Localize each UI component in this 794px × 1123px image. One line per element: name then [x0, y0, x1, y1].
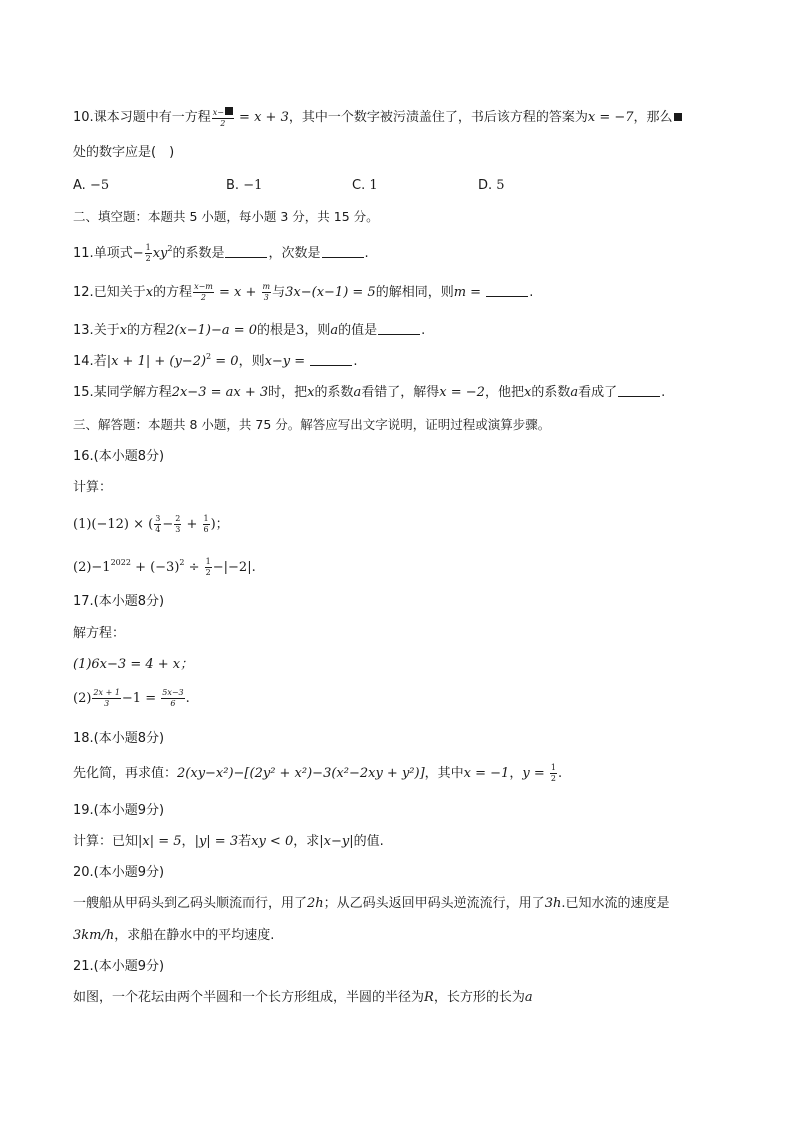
- q18-text-1: 先化简，再求值：: [73, 766, 178, 781]
- q20-text-4: ，求船在静水中的平均速度.: [114, 928, 275, 943]
- q14-line: [73, 354, 357, 370]
- q17-p2-start: (2): [73, 691, 92, 706]
- q13-end: .: [421, 323, 426, 338]
- q15-text-1: 某同学解方程: [93, 385, 172, 400]
- q17-heading: 17.(本小题8分): [73, 594, 165, 609]
- q19-expr-4: |x−y|: [319, 834, 354, 849]
- q19-heading: 19.(本小题9分): [73, 803, 165, 818]
- option-a-value: −5: [89, 178, 110, 193]
- q17-p2-mid: −1 =: [121, 691, 161, 706]
- q20-text-1: 一艘船从甲码头到乙码头顺流而行，用了: [73, 896, 308, 911]
- q16-frac1-num: 3: [155, 514, 161, 523]
- q19-text-2: ，: [181, 834, 195, 849]
- q11-exponent: 2: [167, 244, 173, 253]
- q19-text-1: 计算：已知: [73, 834, 139, 849]
- q16-minus: −: [162, 517, 174, 532]
- q12-frac2-denominator: 3: [263, 293, 269, 302]
- q13-text-3: 的根是: [257, 323, 297, 338]
- q10-number: 10.: [73, 110, 94, 125]
- q10-answer: x = −7: [587, 110, 634, 125]
- q18-x-value: x = −1: [463, 766, 510, 781]
- q12-fraction-1: [193, 283, 214, 302]
- q10-text-2: ，其中一个数字被污渍盖住了，书后该方程的答案为: [288, 110, 588, 125]
- q21-var-r: R: [424, 990, 434, 1005]
- q12-text-4: 与: [272, 285, 286, 300]
- q21-body: [73, 990, 533, 1006]
- q18-frac-den: 2: [550, 774, 556, 783]
- q15-text-6: 的系数: [531, 385, 571, 400]
- q16-p2-mid: + (−3): [130, 560, 180, 575]
- q17-frac-1: [92, 689, 120, 708]
- q16-frac1-den: 4: [155, 525, 161, 534]
- q15-var-x: x: [307, 385, 315, 400]
- q10-line1: [73, 107, 682, 128]
- q20-speed: 3km/h: [73, 928, 115, 943]
- q16-heading: 16.(本小题8分): [73, 449, 165, 464]
- q12-blank[interactable]: [486, 295, 528, 297]
- q11-blank-2[interactable]: [322, 256, 364, 258]
- q16-exponent-1: 2022: [110, 558, 131, 567]
- q15-solution: x = −2: [439, 385, 485, 400]
- q13-equation: 2(x−1)−a = 0: [166, 323, 258, 338]
- q16-frac3-den: 6: [203, 525, 209, 534]
- q19-text-5: 的值.: [353, 834, 384, 849]
- q10-option-c: [352, 178, 378, 193]
- q15-var-a-2: a: [570, 385, 579, 400]
- q10-option-b: [226, 178, 262, 193]
- q16-divide: ÷: [184, 560, 204, 575]
- q15-var-x-2: x: [523, 385, 532, 400]
- q12-text-5: 的解相同，则: [375, 285, 454, 300]
- q16-frac2-num: 2: [175, 514, 181, 523]
- q11-line: [73, 244, 369, 263]
- q16-frac-3: [203, 515, 210, 534]
- q10-frac-numerator: x−: [212, 108, 224, 117]
- q15-text-3: 的系数: [314, 385, 354, 400]
- q10-option-d: [478, 178, 505, 193]
- smudge-square-icon: [225, 107, 233, 115]
- q18-frac-num: 1: [550, 763, 556, 772]
- q12-text-2: 的方程: [153, 285, 193, 300]
- q15-end: .: [661, 385, 666, 400]
- q15-number: 15.: [73, 385, 94, 400]
- q12-m-label: m =: [453, 285, 486, 300]
- q12-equation-2: 3x−(x−1) = 5: [285, 285, 376, 300]
- q15-equation: 2x−3 = ax + 3: [171, 385, 269, 400]
- q16-plus: +: [182, 517, 202, 532]
- q16-intro: 计算：: [73, 480, 113, 495]
- q15-text-7: 看成了: [578, 385, 618, 400]
- q16-frac-2: [174, 515, 181, 534]
- q17-frac1-den: 3: [104, 699, 110, 708]
- q21-text-2: ，长方形的长为: [433, 990, 525, 1005]
- q21-text-1: 如图，一个花坛由两个半圆和一个长方形组成，半圆的半径为: [73, 990, 425, 1005]
- q13-number: 13.: [73, 323, 94, 338]
- option-c-label: C.: [352, 178, 370, 193]
- q13-blank[interactable]: [378, 333, 420, 335]
- section-2-heading: 二、填空题：本题共 5 小题，每小题 3 分，共 15 分。: [73, 209, 379, 224]
- q14-text-1: 若: [93, 354, 107, 369]
- q14-text-2: ，则: [238, 354, 265, 369]
- q16-frac2-den: 3: [175, 525, 181, 534]
- q12-text-1: 已知关于: [93, 285, 146, 300]
- q11-frac-numerator: 1: [145, 243, 151, 252]
- q11-monomial: xy: [152, 246, 168, 261]
- q16-p1-start: (1)(−12) × (: [73, 517, 154, 532]
- q17-p2-end: .: [185, 691, 190, 706]
- q12-number: 12.: [73, 285, 94, 300]
- q15-text-4: 看错了，解得: [361, 385, 440, 400]
- q20-line-1: [73, 896, 669, 912]
- q12-frac1-denominator: 2: [200, 293, 207, 302]
- q19-text-4: ，求: [293, 834, 320, 849]
- q21-var-a: a: [524, 990, 533, 1005]
- q12-frac2-numerator: m: [262, 282, 271, 291]
- q15-blank[interactable]: [618, 395, 660, 397]
- q12-equation-mid: = x +: [214, 285, 261, 300]
- q13-text-2: 的方程: [127, 323, 167, 338]
- q10-option-a: [73, 178, 109, 193]
- q21-heading: 21.(本小题9分): [73, 959, 165, 974]
- q13-var-a: a: [330, 323, 339, 338]
- q18-end: .: [557, 766, 563, 781]
- q16-frac-4: [205, 558, 212, 577]
- q14-expression: x−y =: [264, 354, 310, 369]
- q18-fraction: [550, 764, 557, 783]
- q13-line: [73, 323, 425, 339]
- q12-line: [73, 283, 533, 302]
- q16-p1-end: )；: [210, 517, 229, 532]
- q12-frac1-numerator: x−m: [194, 282, 213, 291]
- q14-end: .: [353, 354, 358, 369]
- q20-text-3: .已知水流的速度是: [561, 896, 670, 911]
- q19-body: [73, 834, 384, 850]
- q13-text-4: ，则: [304, 323, 331, 338]
- q14-exponent: 2: [206, 352, 212, 361]
- q16-frac-1: [154, 515, 161, 534]
- q13-text-5: 的值是: [338, 323, 378, 338]
- q17-frac2-den: 6: [170, 699, 176, 708]
- q16-frac4-den: 2: [205, 568, 211, 577]
- q12-fraction-2: [262, 283, 272, 302]
- q12-end: .: [529, 285, 534, 300]
- q16-p2-start: (2)−1: [73, 560, 111, 575]
- q13-text-1: 关于: [93, 323, 120, 338]
- q11-text-2: 的系数是: [172, 246, 225, 261]
- smudge-square-icon: [674, 113, 682, 121]
- q16-part-2: [73, 558, 256, 577]
- q20-text-2: ；从乙码头返回甲码头逆流流行，用了: [323, 896, 545, 911]
- q15-text-5: ，他把: [484, 385, 524, 400]
- q17-frac1-num: 2x + 1: [93, 688, 120, 697]
- q13-var-x: x: [119, 323, 128, 338]
- q17-part-1: (1)6x−3 = 4 + x；: [73, 657, 194, 672]
- q11-number: 11.: [73, 246, 94, 261]
- q18-expression: 2(xy−x²)−[(2y² + x²)−3(x²−2xy + y²)]: [177, 766, 425, 781]
- q19-expr-1: |x| = 5: [138, 834, 182, 849]
- q17-frac2-num: 5x−3: [162, 688, 184, 697]
- q15-var-a: a: [353, 385, 362, 400]
- q11-text-3: ，次数是: [268, 246, 321, 261]
- q10-fraction: [212, 107, 234, 128]
- q19-expr-3: xy < 0: [251, 834, 294, 849]
- q18-text-3: ，: [509, 766, 523, 781]
- option-b-label: B.: [226, 178, 244, 193]
- q11-fraction: [145, 244, 152, 263]
- q13-root: 3: [296, 323, 305, 338]
- q11-text-1: 单项式−: [93, 246, 144, 261]
- option-d-label: D.: [478, 178, 497, 193]
- q11-frac-denominator: 2: [145, 254, 151, 263]
- q17-part-2: [73, 689, 190, 708]
- q10-text-3: ，那么: [633, 110, 673, 125]
- section-3-heading: 三、解答题：本题共 8 小题，共 75 分。解答应写出文字说明，证明过程或演算步骤。: [73, 417, 551, 432]
- q14-equation-rhs: = 0: [211, 354, 239, 369]
- q20-heading: 20.(本小题9分): [73, 865, 165, 880]
- q10-text-1: 课本习题中有一方程: [93, 110, 211, 125]
- q18-body: [73, 764, 562, 783]
- q18-heading: 18.(本小题8分): [73, 731, 165, 746]
- q16-p2-end: −|−2|.: [212, 560, 256, 575]
- q18-text-2: ，其中: [424, 766, 464, 781]
- q14-blank[interactable]: [310, 364, 352, 366]
- option-d-value: 5: [496, 178, 505, 193]
- q11-end: .: [364, 246, 369, 261]
- q15-text-2: 时，把: [268, 385, 308, 400]
- q17-intro: 解方程：: [73, 626, 126, 641]
- q16-exponent-2: 2: [179, 558, 185, 567]
- q19-text-3: 若: [238, 834, 252, 849]
- q14-number: 14.: [73, 354, 94, 369]
- option-a-label: A.: [73, 178, 90, 193]
- q10-frac-denominator: 2: [220, 119, 226, 128]
- q18-y-value: y =: [522, 766, 549, 781]
- q17-frac-2: [161, 689, 184, 708]
- option-b-value: −1: [243, 178, 263, 193]
- q10-equation-rhs: = x + 3: [234, 110, 289, 125]
- q20-time-2: 3h: [544, 896, 562, 911]
- q16-part-1: [73, 515, 229, 534]
- q20-line-2: [73, 928, 274, 944]
- option-c-value: 1: [369, 178, 378, 193]
- q12-var-x: x: [145, 285, 154, 300]
- q11-blank-1[interactable]: [225, 256, 267, 258]
- q16-frac3-num: 1: [203, 514, 209, 523]
- q16-frac4-num: 1: [205, 557, 211, 566]
- q14-equation: |x + 1| + (y−2): [106, 354, 207, 369]
- q10-line2: 处的数字应是( ): [73, 145, 175, 160]
- q15-line: [73, 385, 665, 401]
- q19-expr-2: |y| = 3: [194, 834, 239, 849]
- q20-time-1: 2h: [307, 896, 324, 911]
